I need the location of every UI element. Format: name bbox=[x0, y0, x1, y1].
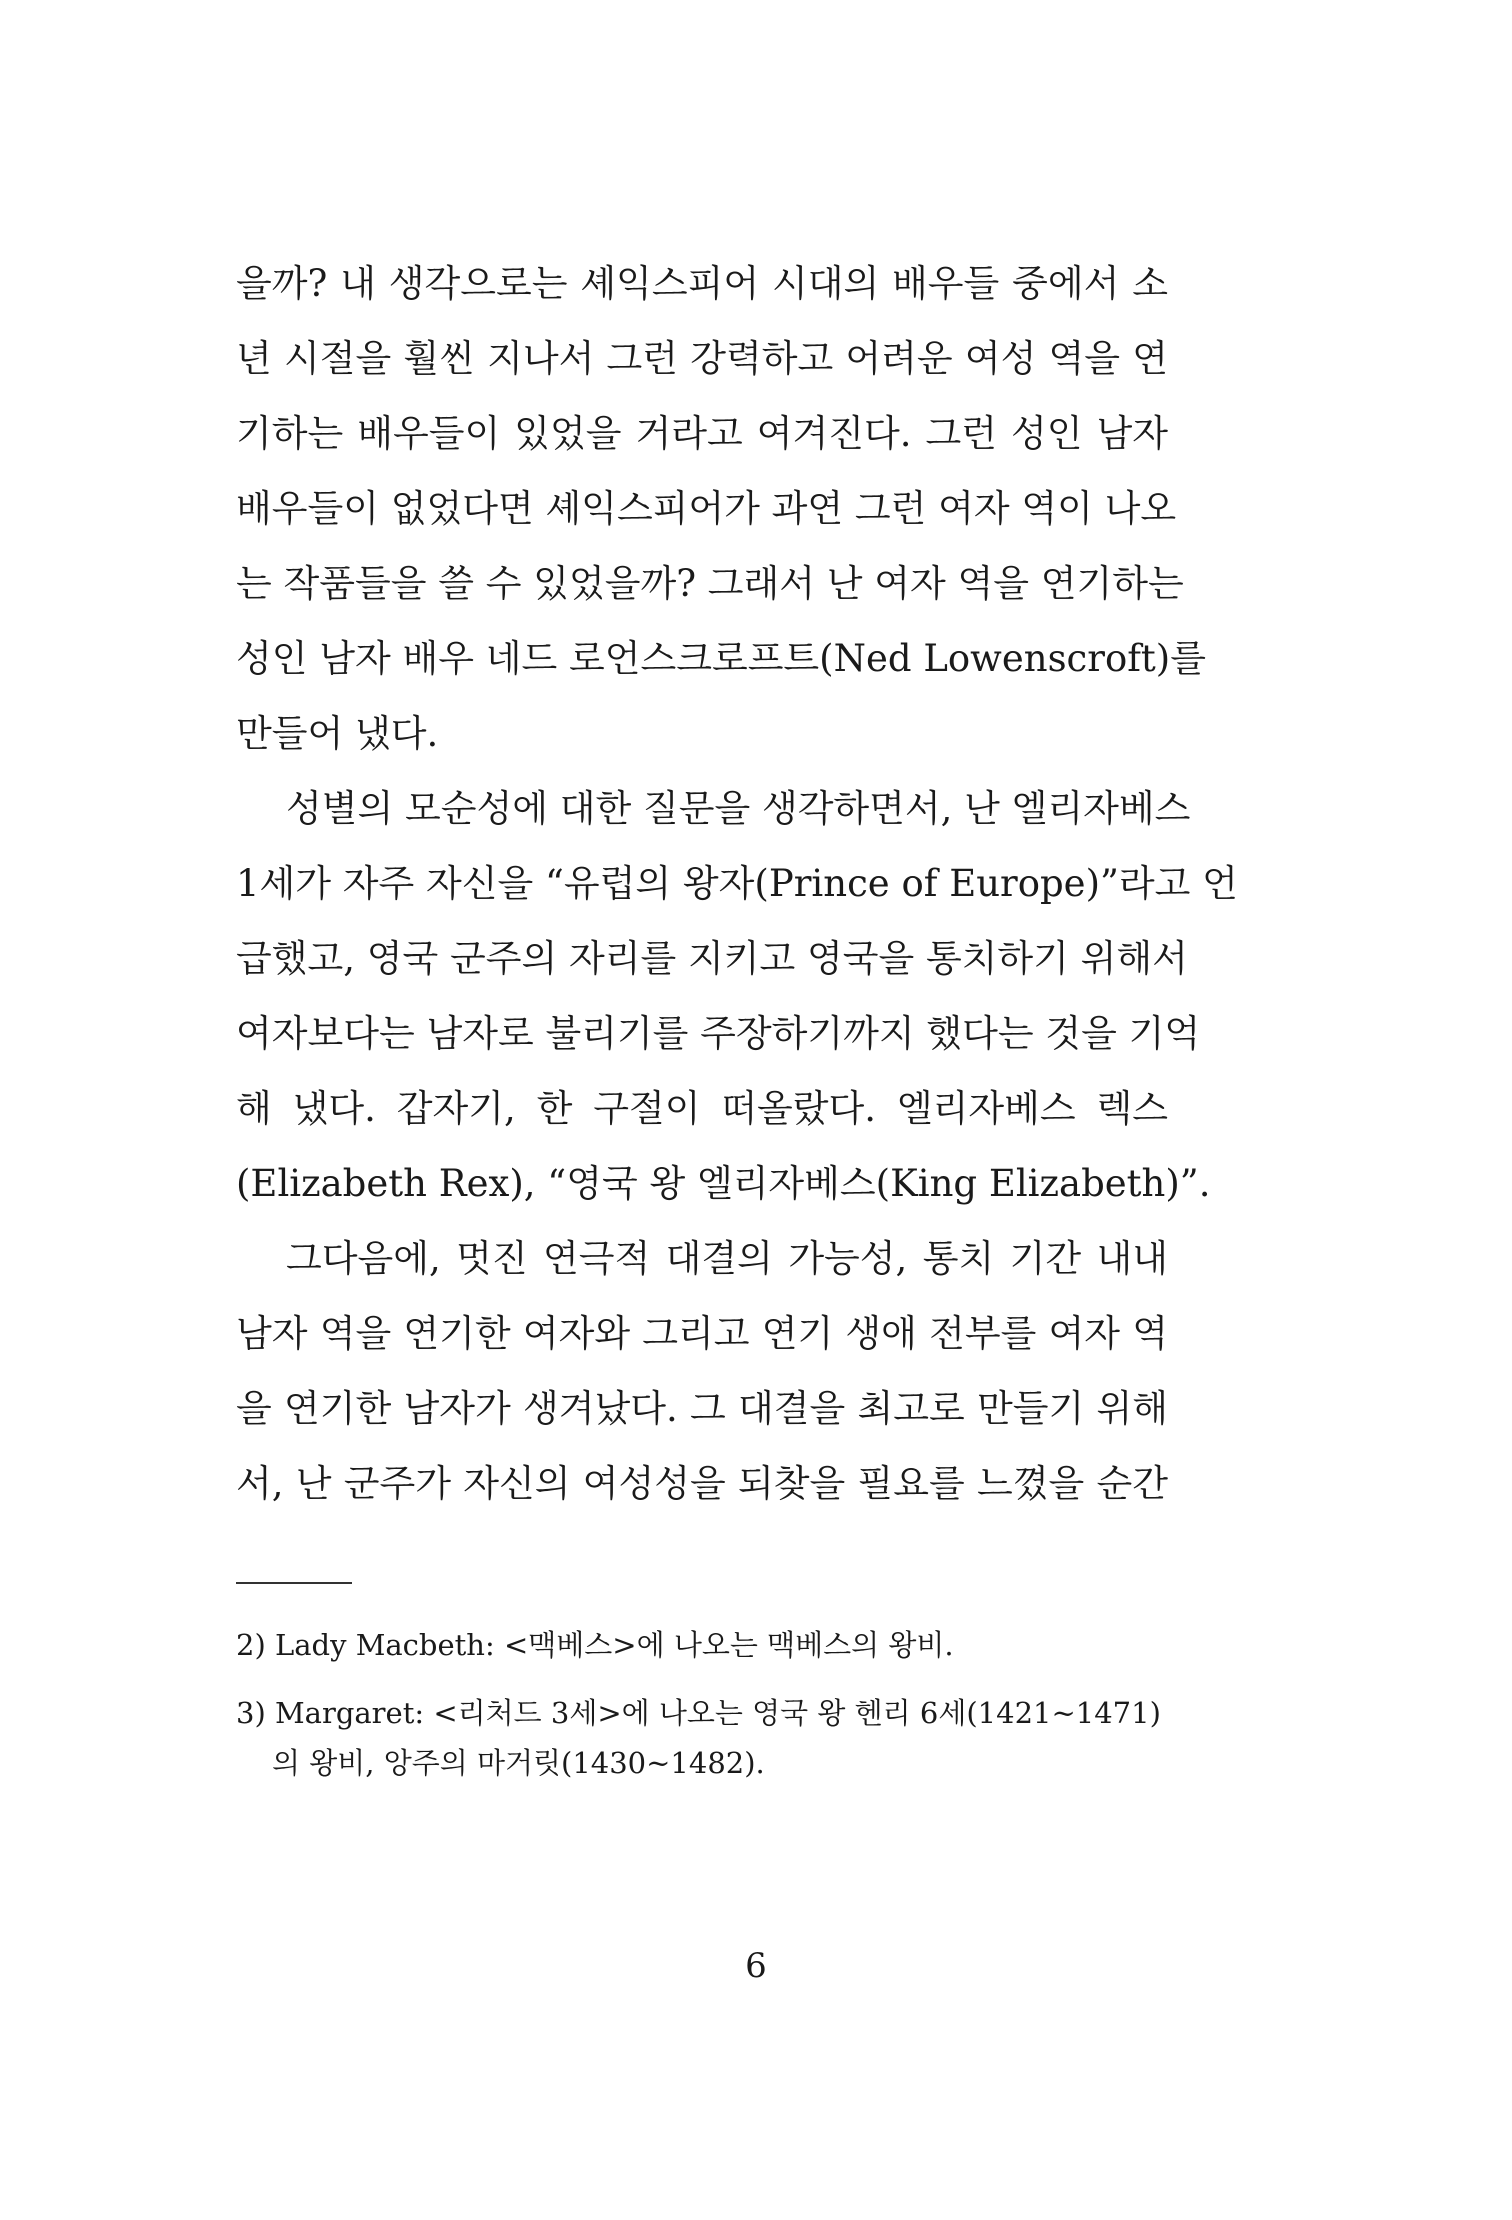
footnote-2: 2) Lady Macbeth: <맥베스>에 나오는 맥베스의 왕비. bbox=[236, 1628, 954, 1662]
text-line: 을 연기한 남자가 생겨났다. 그 대결을 최고로 만들기 위해 bbox=[236, 1387, 1168, 1430]
text-line: (Elizabeth Rex), “영국 왕 엘리자베스(King Elizabeth)”. bbox=[236, 1162, 1211, 1205]
paragraph-1 bbox=[236, 246, 1206, 771]
text-line: 서, 난 군주가 자신의 여성성을 되찾을 필요를 느꼈을 순간 bbox=[236, 1462, 1168, 1505]
text-line: 남자 역을 연기한 여자와 그리고 연기 생애 전부를 여자 역 bbox=[236, 1312, 1168, 1355]
text-line: 해 냈다. 갑자기, 한 구절이 떠올랐다. 엘리자베스 렉스 bbox=[236, 1087, 1168, 1130]
text-line: 을까? 내 생각으로는 셰익스피어 시대의 배우들 중에서 소 bbox=[236, 262, 1168, 305]
text-line: 1세가 자주 자신을 “유럽의 왕자(Prince of Europe)”라고 언 bbox=[236, 862, 1238, 905]
paragraph-3 bbox=[236, 1221, 1168, 1521]
text-line: 기하는 배우들이 있었을 거라고 여겨진다. 그런 성인 남자 bbox=[236, 412, 1168, 455]
text-line: 만들어 냈다. bbox=[236, 712, 439, 755]
text-line: 그다음에, 멋진 연극적 대결의 가능성, 통치 기간 내내 bbox=[286, 1237, 1168, 1280]
text-line: 년 시절을 훨씬 지나서 그런 강력하고 어려운 여성 역을 연 bbox=[236, 337, 1168, 380]
text-line: 성인 남자 배우 네드 로언스크로프트(Ned Lowenscroft)를 bbox=[236, 637, 1206, 680]
text-line: 성별의 모순성에 대한 질문을 생각하면서, 난 엘리자베스 bbox=[286, 787, 1191, 830]
paragraph-2 bbox=[236, 771, 1238, 1221]
footnote-separator bbox=[236, 1582, 352, 1584]
text-line: 급했고, 영국 군주의 자리를 지키고 영국을 통치하기 위해서 bbox=[236, 937, 1188, 980]
text-line: 배우들이 없었다면 셰익스피어가 과연 그런 여자 역이 나오 bbox=[236, 487, 1177, 530]
text-line: 여자보다는 남자로 불리기를 주장하기까지 했다는 것을 기억 bbox=[236, 1012, 1201, 1055]
footnote-3-continuation: 의 왕비, 앙주의 마거릿(1430~1482). bbox=[272, 1746, 765, 1780]
body-text bbox=[236, 246, 1238, 1521]
page-number: 6 bbox=[745, 1946, 767, 1986]
text-line: 는 작품들을 쓸 수 있었을까? 그래서 난 여자 역을 연기하는 bbox=[236, 562, 1184, 605]
footnote-3: 3) Margaret: <리처드 3세>에 나오는 영국 왕 헨리 6세(1421~1471) bbox=[236, 1696, 1161, 1730]
footnotes bbox=[236, 1620, 1168, 1788]
